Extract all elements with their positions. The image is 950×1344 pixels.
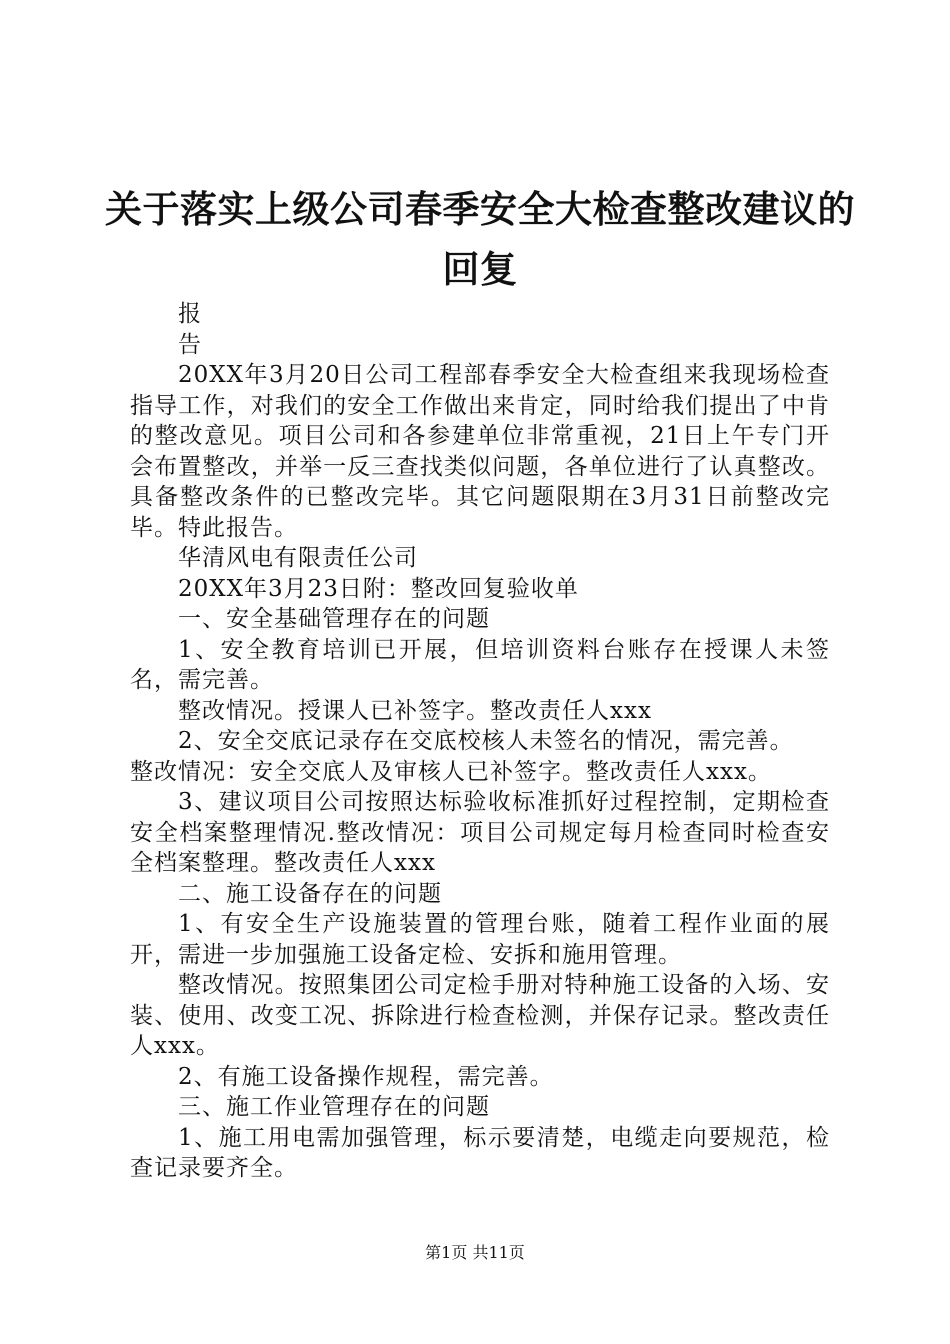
paragraph-fix-1-2: 整改情况：安全交底人及审核人已补签字。整改责任人xxx。 [130,758,772,785]
paragraph-date: 20XX年3月23日附：整改回复验收单 [178,575,579,602]
paragraph-item-1-3: 3、建议项目公司按照达标验收标准抓好过程控制，定期检查安全档案整理情况.整改情况：项目公司规定每月检查同时检查安全档案整理。整改责任人xxx [130,789,830,876]
paragraph-intro: 20XX年3月20日公司工程部春季安全大检查组来我现场检查指导工作，对我们的安全工作做出来肯定，同时给我们提出了中肯的整改意见。项目公司和各参建单位非常重视，21日上午专门开会布置整改，并举一反三查找类似问题，各单位进行了认真整改。具备整改条件的已整改完毕。其它问题限期在3月31日前整改完毕。特此报告。 [130,362,830,541]
section-heading-1: 一、安全基础管理存在的问题 [178,606,490,632]
paragraph-item-2-2: 2、有施工设备操作规程，需完善。 [178,1063,554,1090]
document-title-line-1: 关于落实上级公司春季安全大检查整改建议的 [105,188,855,231]
paragraph-company: 华清风电有限责任公司 [178,545,418,571]
paragraph-fix-2-1: 整改情况。按照集团公司定检手册对特种施工设备的入场、安装、使用、改变工况、拆除进行检查检测，并保存记录。整改责任人xxx。 [130,972,830,1059]
paragraph-fix-1-1: 整改情况。授课人已补签字。整改责任人xxx [178,697,652,724]
page-footer: 第1页 共11页 [425,1243,525,1262]
section-heading-3: 三、施工作业管理存在的问题 [178,1094,490,1120]
paragraph-item-3-1: 1、施工用电需加强管理，标示要清楚，电缆走向要规范，检查记录要齐全。 [130,1124,830,1181]
section-heading-2: 二、施工设备存在的问题 [178,880,442,907]
paragraph-item-1-2: 2、安全交底记录存在交底校核人未签名的情况，需完善。 [178,728,794,754]
paragraph-report-2: 告 [178,331,202,358]
document-title-line-2: 回复 [442,248,518,291]
paragraph-report-1: 报 [178,301,202,327]
paragraph-item-1-1: 1、安全教育培训已开展，但培训资料台账存在授课人未签名，需完善。 [130,636,830,693]
document-body [130,299,830,1184]
paragraph-item-2-1: 1、有安全生产设施装置的管理台账，随着工程作业面的展开，需进一步加强施工设备定检、安拆和施用管理。 [130,911,830,968]
